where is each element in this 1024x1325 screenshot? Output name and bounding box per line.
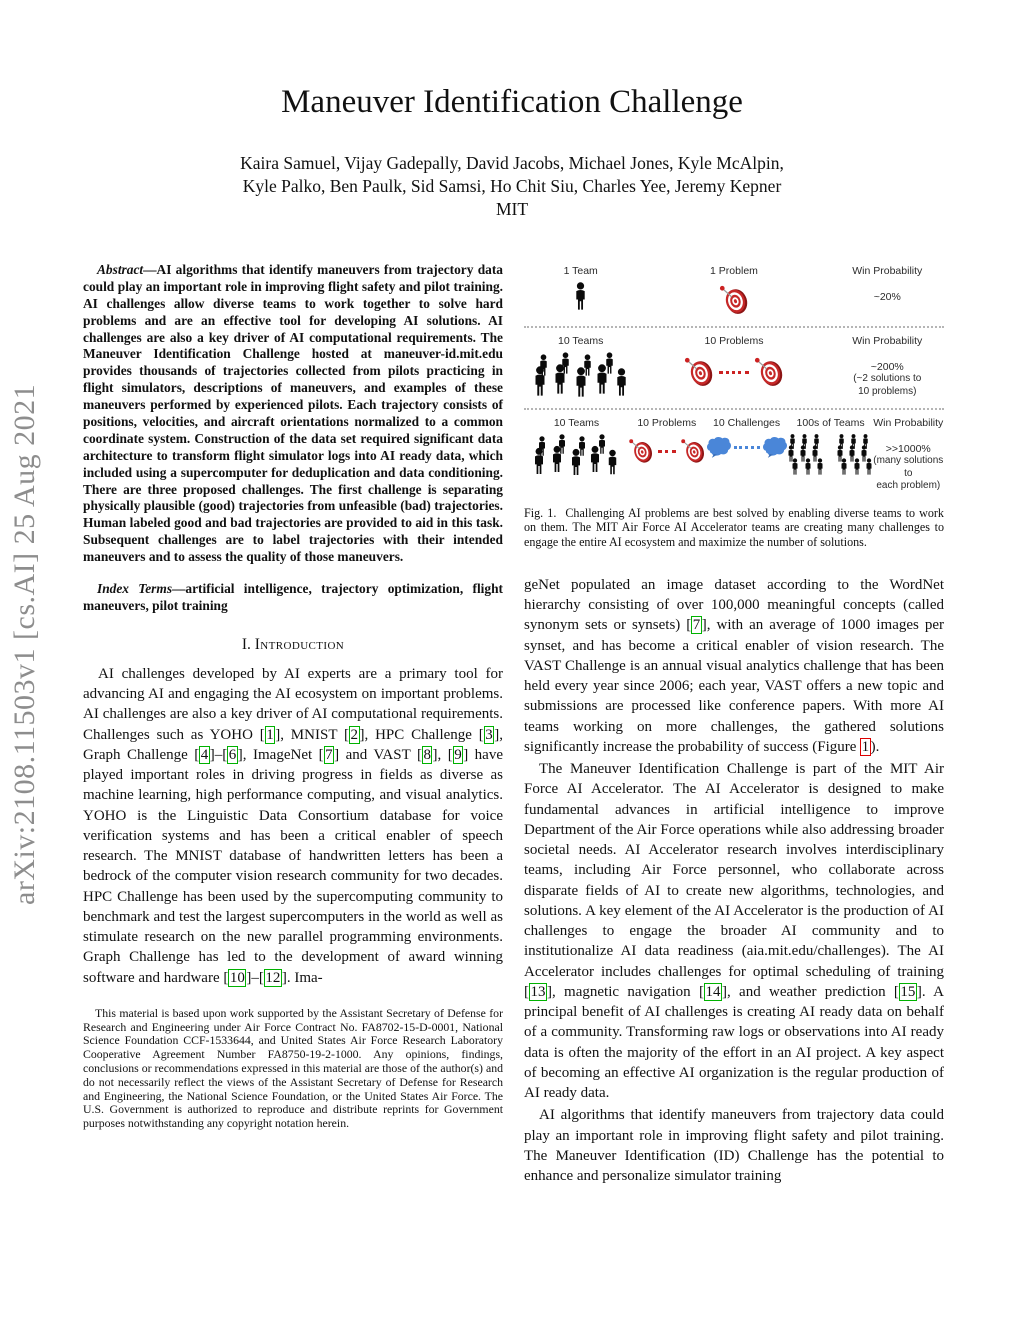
crowd-icon (531, 434, 623, 482)
citation-link[interactable]: 3 (485, 726, 493, 743)
left-column (83, 262, 503, 1186)
arxiv-watermark: arXiv:2108.11503v1 [cs.AI] 25 Aug 2021 (8, 383, 41, 905)
fig2-problem-cell (637, 335, 830, 390)
text-run: ] have played important roles in driving progress in fields as diverse as machine learning, high performance computing, and visual analytics. YOHO is the Linguistic Data Consortium database for voice verification systems and has been a critical enabler of speech research. The MNIST database of handwritten letters has been a bedrock of the computer vision research community for two decades. HPC Challenge has been used by the supercomputing community to benchmark and test the largest supercomputers in the world as well as stimulate research on the new parallel programming environments. Graph Challenge has led to the development of award winning software and hardware [ (83, 746, 503, 986)
text-run: ], magnetic navigation [ (547, 983, 704, 1000)
lead-in-label: Index Terms (97, 581, 173, 597)
figure-separator (524, 326, 944, 328)
fig3-problem-cell (629, 417, 705, 466)
win-probability-value: ~200% (870, 361, 904, 373)
citation-link[interactable]: 6 (228, 746, 237, 763)
paper-title: Maneuver Identification Challenge (281, 84, 743, 120)
text-run: ], HPC Challenge [ (359, 726, 484, 743)
person-icon (572, 282, 589, 310)
body-paragraph-2 (524, 759, 944, 1103)
citation-link[interactable]: 15 (900, 983, 916, 1000)
body-paragraph-3 (524, 1105, 944, 1186)
figure-caption-label: Fig. 1. (524, 505, 557, 520)
two-column-body (83, 262, 944, 1186)
text-run: ], MNIST [ (275, 726, 350, 743)
author-block (0, 152, 1024, 221)
text-run: —artificial intelligence, trajectory optimization, flight maneuvers, pilot training (83, 581, 503, 614)
brain-pair-icon (706, 436, 788, 459)
text-run: The Maneuver Identification Challenge is part of the MIT Air Force AI Accelerator. The AI Accelerator is designed to make fundamental advances in artificial intelligence to improve Department of the Air Force operations while also addressing broader societal needs. AI Accelerator research involves interdisciplinary teams, including Air Force personnel, who collaborate across disparate fields of AI to create new algorithms, technologies, and solutions. A key element of the AI Accelerator is the production of AI challenges to engage the broader AI community and to institutionalize AI data readiness (aia.mit.edu/challenges). The AI Accelerator includes challenges for optimal scheduling of training [ (524, 761, 944, 1000)
brain-icon (706, 436, 732, 459)
dartboard-pair-icon (626, 436, 708, 466)
text-run: —AI algorithms that identify maneuvers from trajectory data could play an important role in improving flight safety and pilot training. AI challenges allow diverse teams to work together to solve hard problems and are an effective tool for developing AI solutions. AI challenges are also a key driver of AI computational requirements. The Maneuver Identification Challenge hosted at maneuver-id.mit.edu provides thousands of trajectories collected from pilots practicing in flight simulators, descriptions of maneuvers, and examples of these maneuvers performed by experienced pilots. Each trajectory consists of positions, velocities, and aircraft orientations normalized to a common coordinate system. Construction of the data set required significant data architecture to transform flight simulator logs into AI ready data, which included using a supercomputer for deduplication and data conditioning. There are three proposed challenges. The first challenge is separating physically plausible (good) trajectories from unfeasible (bad) trajectories. Human labeled good and bad trajectories are provided to aid in this task. Subsequent challenges are to label trajectories with their intended maneuvers and to assess the quality of those maneuvers. (83, 262, 503, 565)
win-probability-note: (many solutions to each problem) (873, 455, 944, 491)
text-run: ], Graph Challenge [ (83, 726, 503, 763)
text-run: AI challenges developed by AI experts are a primary tool for advancing AI and engaging the AI ecosystem on important problems. AI challenges are also a key driver of AI computational requirements. Challenges such as YOHO [ (83, 665, 503, 743)
fig3-win-cell (873, 417, 944, 493)
citation-link[interactable]: 4 (200, 746, 209, 763)
body-paragraph-1 (524, 575, 944, 757)
intro-paragraph (83, 664, 503, 988)
text-run: ]. A principal benefit of AI challenges is creating AI ready data on behalf of a community. Transforming raw logs or observations into AI ready data is often the majority of the effort in an AI project. A key aspect of becoming an effective AI organization is the regular production of AI ready data. (524, 983, 944, 1101)
section-number: I. (241, 635, 251, 653)
text-run: AI algorithms that identify maneuvers from trajectory data could play an important role in improving flight safety and pilot training. The Maneuver Identification (ID) Challenge has the potential to enhance and personalize simulator training (524, 1107, 944, 1184)
fig3-team-cell (524, 417, 629, 482)
citation-link[interactable]: 8 (423, 746, 431, 763)
fig1-problem-cell (637, 265, 830, 318)
authors-line-2: Kyle Palko, Ben Paulk, Sid Samsi, Ho Chit Siu, Charles Yee, Jeremy Kepner (242, 176, 782, 197)
abstract-paragraph (83, 262, 503, 566)
dartboard-icon (678, 436, 708, 466)
figure-separator (524, 408, 944, 410)
win-probability-value: ~20% (873, 291, 901, 303)
brain-icon (762, 436, 788, 459)
fig1-team-cell (524, 265, 637, 310)
dotted-connector (734, 446, 760, 449)
citation-link[interactable]: 2 (350, 726, 359, 743)
figure-1-panel (524, 262, 944, 493)
section-heading-introduction (83, 636, 503, 654)
citation-link[interactable]: 10 (229, 969, 245, 986)
figure-row-1 (524, 265, 944, 318)
authors-line-1: Kaira Samuel, Vijay Gadepally, David Jacobs, Michael Jones, Kyle McAlpin, (240, 153, 784, 173)
affiliation: MIT (495, 199, 529, 220)
fig2-win-cell (831, 335, 944, 398)
problem-count-label: 10 Problems (637, 417, 697, 429)
win-probability-value: >>1000% (885, 443, 931, 455)
lead-in-label: Abstract (97, 262, 144, 277)
right-column (524, 262, 944, 1186)
problem-count-label: 1 Problem (710, 265, 758, 277)
win-probability-label: Win Probability (852, 265, 923, 277)
team-count-label: 1 Team (563, 265, 598, 277)
text-run: ). (870, 738, 880, 755)
citation-link[interactable]: 13 (530, 983, 546, 1000)
citation-link[interactable]: 9 (454, 746, 462, 763)
dotted-connector (719, 371, 749, 374)
team-count-label: 10 Teams (553, 417, 600, 429)
text-run: ], with an average of 1000 images per synset, and has become a critical enabler of vision research. The VAST Challenge is an annual visual analytics challenge that has been held every year since 2006; each year, VAST offers a new topic and submissions are processed like conference papers. With more AI teams working on more challenges, the gathered solutions significantly increase the probability of success (Figure (524, 617, 944, 755)
funding-footnote: This material is based upon work supported by the Assistant Secretary of Defense for Research and Engineering under Air Force Contract No. FA8702-15-D-0001, National Science Foundation CCF-1533644, and United States Air Force Research Laboratory Cooperative Agreement Number FA8750-19-2-1000. Any opinions, findings, conclusions or recommendations expressed in this material are those of the author(s) and do not necessarily reflect the views of the Assistant Secretary of Defense for Research and Engineering, the National Science Foundation, or the United States Air Force. The U.S. Government is authorized to reproduce and distribute reprints for Government purposes notwithstanding any copyright notation herein. (83, 1005, 503, 1131)
text-run: ]. Ima- (281, 969, 323, 986)
text-run: ] and VAST [ (334, 746, 422, 763)
problem-count-label: 10 Problems (704, 335, 764, 347)
citation-link[interactable]: 12 (265, 969, 281, 986)
team-count-label: 10 Teams (558, 335, 604, 347)
challenge-count-label: 10 Challenges (713, 417, 781, 429)
citation-link[interactable]: 14 (705, 983, 721, 1000)
fig3-challenge-cell (705, 417, 789, 459)
text-run: ]–[ (246, 969, 264, 986)
dartboard-icon (716, 282, 752, 318)
dartboard-icon (751, 354, 787, 390)
text-run: ]–[ (209, 746, 228, 763)
dotted-connector (658, 450, 676, 453)
text-run: ], ImageNet [ (237, 746, 324, 763)
index-terms (83, 580, 503, 615)
figure-row-3 (524, 417, 944, 493)
double-crowd-icon (786, 434, 875, 478)
win-probability-label: Win Probability (873, 417, 944, 429)
figure-row-2 (524, 335, 944, 400)
dartboard-pair-icon (681, 354, 787, 390)
figure-caption-text: Challenging AI problems are best solved by enabling diverse teams to work on them. The MIT Air Force AI Accelerator teams are creating many challenges to engage the entire AI ecosystem and maximize the number of solutions. (524, 505, 944, 549)
citation-link[interactable]: 7 (325, 746, 333, 763)
teams-count-label: 100s of Teams (796, 417, 865, 429)
text-run: ], [ (432, 746, 453, 763)
fig3-many-teams-cell (789, 417, 873, 478)
dartboard-icon (626, 436, 656, 466)
fig2-team-cell (524, 335, 637, 400)
dartboard-icon (681, 354, 717, 390)
citation-link[interactable]: 7 (692, 617, 701, 634)
win-probability-label: Win Probability (852, 335, 923, 347)
figure-reference-link[interactable]: 1 (861, 738, 870, 755)
citation-link[interactable]: 1 (266, 726, 274, 743)
win-probability-note: (~2 solutions to 10 problems) (853, 373, 922, 397)
figure-caption (524, 506, 944, 550)
text-run: ], and weather prediction [ (721, 983, 899, 1000)
text-run: geNet populated an image dataset according to the WordNet hierarchy consisting of over 100,000 meaningful concepts (called synonym sets or synsets) [ (524, 576, 944, 634)
crowd-icon (531, 352, 631, 400)
fig1-win-cell (831, 265, 944, 303)
section-title: Introduction (254, 635, 345, 653)
